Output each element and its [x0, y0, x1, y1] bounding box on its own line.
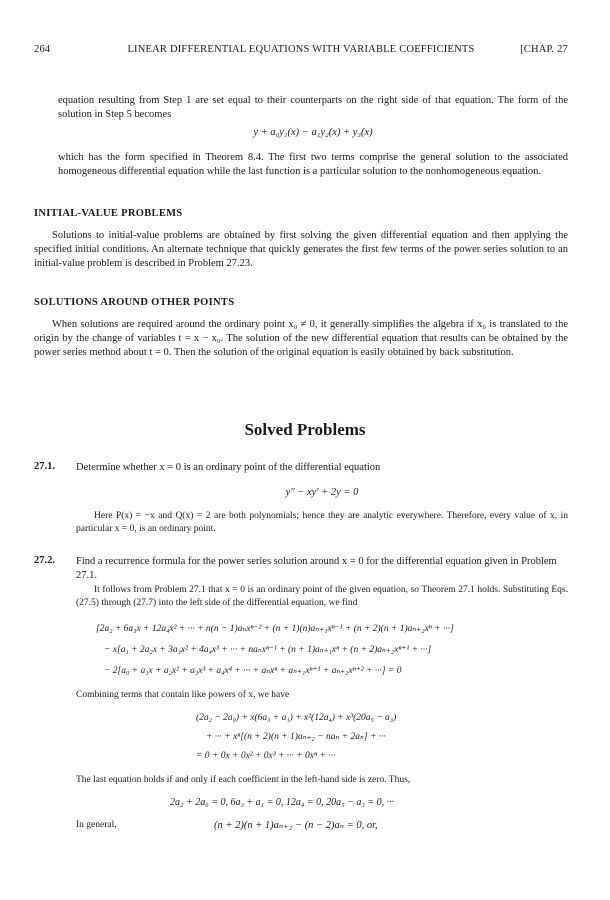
section-heading: SOLUTIONS AROUND OTHER POINTS [34, 297, 235, 308]
substitution-line: − 2[a₀ + a₁x + a₂x² + a₃x³ + a₄x⁴ + ··· + aₙxⁿ + aₙ₊₁xⁿ⁺¹ + aₙ₊₂xⁿ⁺² + ···] = 0 [104, 666, 402, 676]
section-body: When solutions are required around the ordinary point x₀ ≠ 0, it generally simplifies the algebra if x₀ is translated to the origin by the change of variables t = x − x₀. The solution of the new differential equation that results can be obtained by the power series method about t = 0. Then the solution of the original equation is easily obtained by back substitution. [34, 319, 568, 358]
chapter-label: [CHAP. 27 [520, 44, 568, 55]
holds-text: The last equation holds if and only if each coefficient in the left-hand side is zero. Thus, [76, 775, 411, 785]
coefficient-line: 2a₂ + 2a₀ = 0, 6a₃ + a₁ = 0, 12a₄ = 0, 20a₅ − a₃ = 0, ··· [170, 797, 395, 808]
problem-number: 27.1. [34, 461, 55, 472]
problem-statement: Find a recurrence formula for the power series solution around x = 0 for the differential equation given in Problem 27.1. [76, 556, 557, 581]
substitution-line: − x[a₁ + 2a₂x + 3a₃x² + 4a₄x³ + ··· + naₙxⁿ⁻¹ + (n + 1)aₙ₊₁xⁿ + (n + 2)aₙ₊₂xⁿ⁺¹ + ···] [104, 645, 432, 655]
combined-line: (2a₂ − 2a₀) + x(6a₃ + a₁) + x²(12a₄) + x³(20a₅ − a₃) [196, 713, 397, 723]
intro-equation: y + a₀y₁(x) − a₁y₂(x) + y₃(x) [253, 127, 373, 138]
section-heading: INITIAL-VALUE PROBLEMS [34, 208, 183, 219]
combined-line: = 0 + 0x + 0x² + 0x³ + ··· + 0xⁿ + ··· [196, 751, 336, 761]
page-number: 264 [34, 44, 51, 55]
general-equation: (n + 2)(n + 1)aₙ₊₂ − (n − 2)aₙ = 0, or, [214, 820, 378, 831]
section-body: Solutions to initial-value problems are obtained by first solving the given differential equation and then applying the specified initial conditions. An alternate technique that quickly generates the first few terms of the power series solution to an initial-value problem is described in Problem 27.23. [34, 230, 568, 269]
combine-intro: Combining terms that contain like powers of x, we have [76, 690, 290, 700]
combined-line: + ··· + xⁿ[(n + 2)(n + 1)aₙ₊₂ − naₙ + 2aₙ] + ··· [206, 732, 386, 742]
intro-paragraph-2: which has the form specified in Theorem 8.4. The first two terms comprise the general solution to the associated homogeneous differential equation while the last function is a particular solution to the nonhomogeneous equation. [58, 152, 568, 177]
problem-solution: Here P(x) = −x and Q(x) = 2 are both polynomials; hence they are analytic everywhere. Therefore, every value of x, in particular x = 0, is an ordinary point. [76, 511, 568, 534]
problem-equation: y″ − xy′ + 2y = 0 [285, 487, 359, 498]
solved-problems-title: Solved Problems [244, 420, 366, 439]
problem-solution-intro: It follows from Problem 27.1 that x = 0 is an ordinary point of the given equation, so Theorem 27.1 holds. Substituting Eqs. (27.5) through (27.7) into the left side of the differential equation, we find [76, 585, 568, 608]
problem-statement: Determine whether x = 0 is an ordinary point of the differential equation [76, 462, 381, 473]
general-label: In general, [76, 820, 117, 830]
running-title: LINEAR DIFFERENTIAL EQUATIONS WITH VARIABLE COEFFICIENTS [127, 44, 475, 55]
intro-paragraph-1: equation resulting from Step 1 are set equal to their counterparts on the right side of that equation. The form of the solution in Step 5 becomes [58, 95, 568, 120]
problem-number: 27.2. [34, 555, 55, 566]
substitution-line: [2a₂ + 6a₃x + 12a₄x² + ··· + n(n − 1)aₙxⁿ⁻² + (n + 1)(n)aₙ₊₁xⁿ⁻¹ + (n + 2)(n + 1)aₙ₊₂xⁿ + ···] [96, 624, 454, 634]
